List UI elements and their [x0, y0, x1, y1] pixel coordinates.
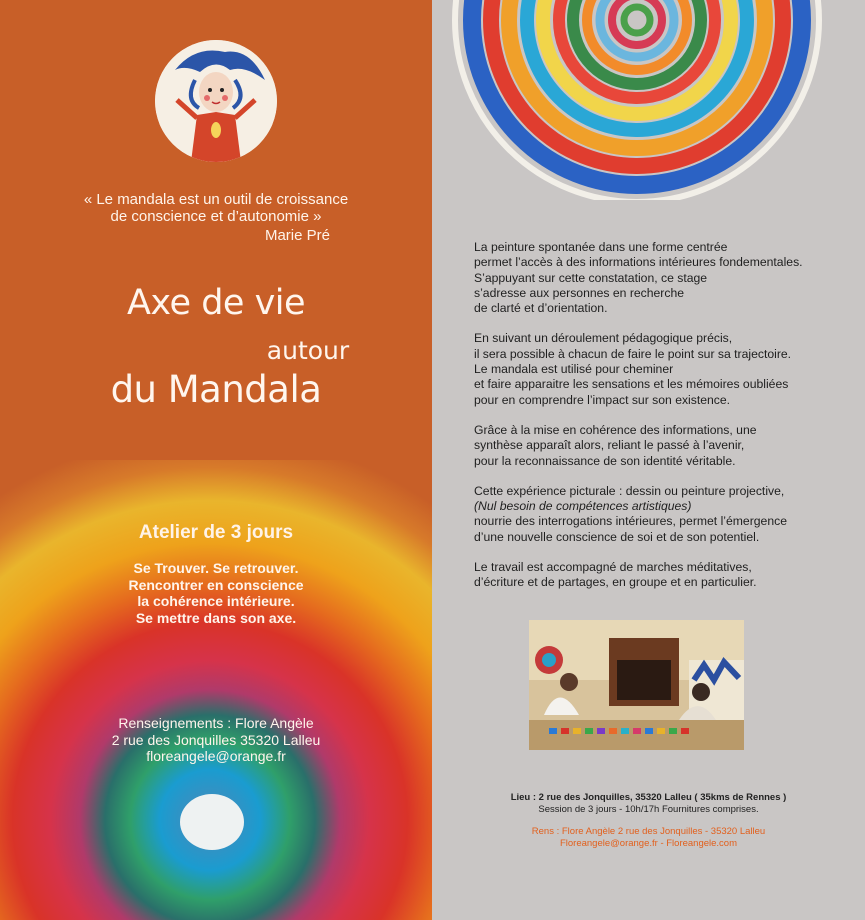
title-line-2: autour: [266, 336, 350, 365]
quote-line-1: « Le mandala est un outil de croissance: [83, 191, 349, 208]
paragraph-2: [474, 331, 854, 407]
slogan-line: Se Trouver. Se retrouver.: [133, 560, 299, 576]
mandala-quote: [40, 191, 392, 225]
contact-email[interactable]: floreangele@orange.fr: [146, 748, 286, 764]
contact-block: [40, 715, 392, 765]
slogans: [60, 560, 372, 626]
paragraph-4: [474, 484, 854, 545]
left-panel: [0, 0, 432, 920]
child-drawing-image: [155, 40, 277, 162]
text-line: nourrie des interrogations intérieures, permet l’émergence: [474, 514, 787, 529]
workshop-photo: [529, 620, 744, 750]
quote-author: Marie Pré: [264, 227, 330, 244]
text-line: S’appuyant sur cette constatation, ce stage: [474, 270, 708, 285]
text-line: synthèse apparaît alors, reliant le passé à l’avenir,: [474, 438, 745, 453]
title-line-1: Axe de vie: [126, 283, 306, 323]
contact-name: Renseignements : Flore Angèle: [118, 715, 314, 731]
text-line: pour la reconnaissance de son identité véritable.: [474, 453, 736, 468]
text-line: Le mandala est utilisé pour cheminer: [474, 362, 674, 377]
text-line: d’une nouvelle conscience de soi et de son potentiel.: [474, 529, 760, 544]
slogan-line: Rencontrer en conscience: [128, 576, 304, 593]
text-line: pour en comprendre l’impact sur son existence.: [474, 392, 731, 407]
contact-line-1: Rens : Flore Angèle 2 rue des Jonquilles - 35320 Lalleu: [531, 826, 766, 837]
text-line: La peinture spontanée dans une forme centrée: [474, 240, 728, 254]
text-line: Cette expérience picturale : dessin ou peinture projective,: [474, 483, 785, 498]
text-line: et faire apparaitre les sensations et les mémoires oubliées: [474, 377, 789, 392]
quote-line-2: de conscience et d’autonomie »: [110, 208, 322, 225]
workshop-heading: Atelier de 3 jours: [138, 522, 294, 543]
paragraph-5: [474, 560, 854, 591]
title-line-3: du Mandala: [110, 368, 322, 411]
contact-line-2[interactable]: Floreangele@orange.fr - Floreangele.com: [559, 838, 738, 849]
text-line: il sera possible à chacun de faire le point sur sa trajectoire.: [474, 346, 792, 361]
slogan-line: Se mettre dans son axe.: [135, 609, 297, 626]
text-line: Grâce à la mise en cohérence des informations, une: [474, 422, 757, 437]
text-line: d’écriture et de partages, en groupe et en particulier.: [474, 575, 757, 590]
session-info: Session de 3 jours - 10h/17h Fournitures comprises.: [538, 804, 759, 815]
description-text: [474, 240, 854, 606]
venue-info: [432, 792, 865, 816]
watercolor-spiral-image: [432, 0, 865, 200]
text-line: Le travail est accompagné de marches méditatives,: [474, 560, 752, 575]
slogan-line: la cohérence intérieure.: [137, 593, 295, 609]
venue-address: Lieu : 2 rue des Jonquilles, 35320 Lalleu ( 35kms de Rennes ): [510, 792, 787, 803]
contact-info: [432, 826, 865, 850]
paragraph-3: [474, 423, 854, 469]
italic-note: (Nul besoin de compétences artistiques): [474, 499, 692, 514]
text-line: permet l’accès à des informations intérieures fondementales.: [474, 255, 803, 270]
right-panel: [432, 0, 865, 920]
paragraph-1: [474, 240, 854, 316]
text-line: de clarté et d’orientation.: [474, 301, 608, 316]
contact-address: 2 rue des Jonquilles 35320 Lalleu: [111, 731, 321, 748]
text-line: s’adresse aux personnes en recherche: [474, 285, 685, 300]
text-line: En suivant un déroulement pédagogique précis,: [474, 331, 733, 346]
